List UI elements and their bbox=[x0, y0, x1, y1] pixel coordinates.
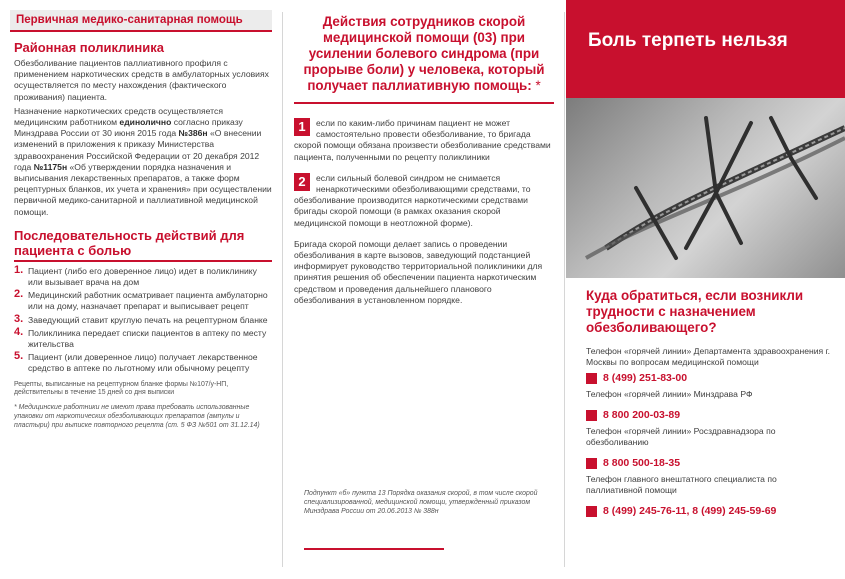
ambulance-record-paragraph: Бригада скорой помощи делает запись о проведении обезболивания в карте вызовов, заведующий подстанцией информирует руководство территориальной поликлиники для принятия решения об обеспечении пациента наркотическим средством и проведения дальнейшего планового обезболивания в установленном порядке. bbox=[294, 238, 543, 305]
red-divider bbox=[294, 102, 554, 104]
phone-number[interactable]: 8 (499) 251-83-00 bbox=[603, 372, 688, 384]
column-divider bbox=[564, 12, 565, 567]
contacts-question: Куда обратиться, если возникли трудности с назначением обезболивающего? bbox=[586, 288, 804, 335]
column-contacts bbox=[566, 0, 845, 579]
phone-number[interactable]: 8 800 200-03-89 bbox=[603, 409, 681, 421]
bullet-icon bbox=[586, 458, 597, 469]
column-ambulance bbox=[282, 0, 564, 579]
prescription-validity-note: Рецепты, выписанные на рецептурном бланке формы №107/у-НП, действительны в течение 15 дней со дня выписки bbox=[14, 380, 229, 397]
contact-item: Телефон «горячей линии» Росздравнадзора по обезболиванию 8 800 500-18-35 bbox=[586, 426, 776, 469]
contacts-list bbox=[586, 346, 831, 522]
bullet-icon bbox=[586, 410, 597, 421]
section-title-clinic: Районная поликлиника bbox=[14, 40, 165, 55]
section-title-sequence: Последовательность действий для пациента с болью bbox=[14, 228, 272, 262]
barbed-wire-icon bbox=[566, 98, 845, 278]
list-item: 3. Заведующий ставит круглую печать на рецептурном бланке bbox=[14, 312, 268, 325]
paragraph-clinic-intro: Обезболивание пациентов паллиативного профиля с применением наркотических средств в амбулаторных условиях осуществляется по месту нахождения (фактического проживания) пациента. bbox=[14, 58, 269, 102]
phone-number[interactable]: 8 (499) 245-76-11, 8 (499) 245-59-69 bbox=[603, 505, 777, 517]
list-item: 4. Поликлиника передает списки пациентов в аптеку по месту жительства bbox=[14, 325, 267, 350]
number-badge: 1 bbox=[294, 118, 310, 136]
bullet-icon bbox=[586, 506, 597, 517]
ambulance-footnote: Подпункт «б» пункта 13 Порядка оказания скорой, в том числе скорой специализированной, медицинской помощи, утвержденный приказом Минздрава России от 20.06.2013 № 388н bbox=[304, 490, 538, 515]
column-header: Первичная медико-санитарная помощь bbox=[10, 10, 272, 32]
bullet-icon bbox=[586, 373, 597, 384]
title-banner bbox=[566, 0, 845, 98]
number-badge: 2 bbox=[294, 173, 310, 191]
paragraph-prescription-rules: Назначение наркотических средств осуществляется медицинским работником единолично согласно приказу Минздрава России от 30 июня 2015 года №386н «О внесении изменений в приложения к приказу Министерства здравоохранения Российской Федерации от 20 декабря 2012 года №1175н «Об утверждении порядка назначения и выписывания лекарственных препаратов, а также форм рецептурных бланков, их учета и хранения» при осуществлении первичной медико-санитарной и паллиативной медицинской помощи. bbox=[14, 105, 272, 217]
phone-number[interactable]: 8 800 500-18-35 bbox=[603, 457, 681, 469]
packaging-footnote: * Медицинские работники не имеют права требовать использованные упаковки от наркотических обезболивающих препаратов (ампулы и пластыри) при выписке повторного рецепта (ст. 5 ФЗ №501 от 31.12.14) bbox=[14, 404, 260, 429]
list-item: 1. Пациент (либо его доверенное лицо) идет в поликлинику или вызывает врача на дом bbox=[14, 263, 257, 288]
ambulance-action-1: 1 если по каким-либо причинам пациент не может самостоятельно провести обезболивание, то бригада скорой помощи обязана произвести обезболивание средствами пациента, полученными по рецепту поликлиники bbox=[294, 118, 551, 162]
ambulance-title: Действия сотрудников скорой медицинской помощи (03) при усилении болевого синдрома (при прорыве боли) у человека, который получает паллиативную помощь: * bbox=[303, 14, 545, 93]
banner-title: Боль терпеть нельзя bbox=[588, 30, 788, 51]
red-divider bbox=[304, 548, 444, 550]
contact-item: Телефон «горячей линии» Департамента здравоохранения г. Москвы по вопросам медицинской помощи 8 (499) 251-83-00 bbox=[586, 346, 831, 384]
contact-item: Телефон главного внештатного специалиста по паллиативной помощи 8 (499) 245-76-11, 8 (499) 245-59-69 bbox=[586, 474, 777, 517]
contact-item: Телефон «горячей линии» Минздрава РФ 8 800 200-03-89 bbox=[586, 389, 753, 421]
column-primary-care bbox=[0, 0, 282, 579]
ambulance-action-2: 2 если сильный болевой синдром не снимается ненаркотическими обезболивающими средствами, то обезболивание производится наркотическими средствами бригады скорой помощи (в рамках оказания скорой медицинской помощи в неотложной форме). bbox=[294, 172, 531, 228]
list-item: 5. Пациент (или доверенное лицо) получает лекарственное средство в аптеке по льготному или обычному рецепту bbox=[14, 350, 258, 374]
barbed-wire-photo bbox=[566, 98, 845, 278]
list-item: 2. Медицинский работник осматривает пациента амбулаторно или на дому, назначает препарат и выписывает рецепт bbox=[14, 288, 268, 312]
steps-list bbox=[14, 263, 272, 375]
